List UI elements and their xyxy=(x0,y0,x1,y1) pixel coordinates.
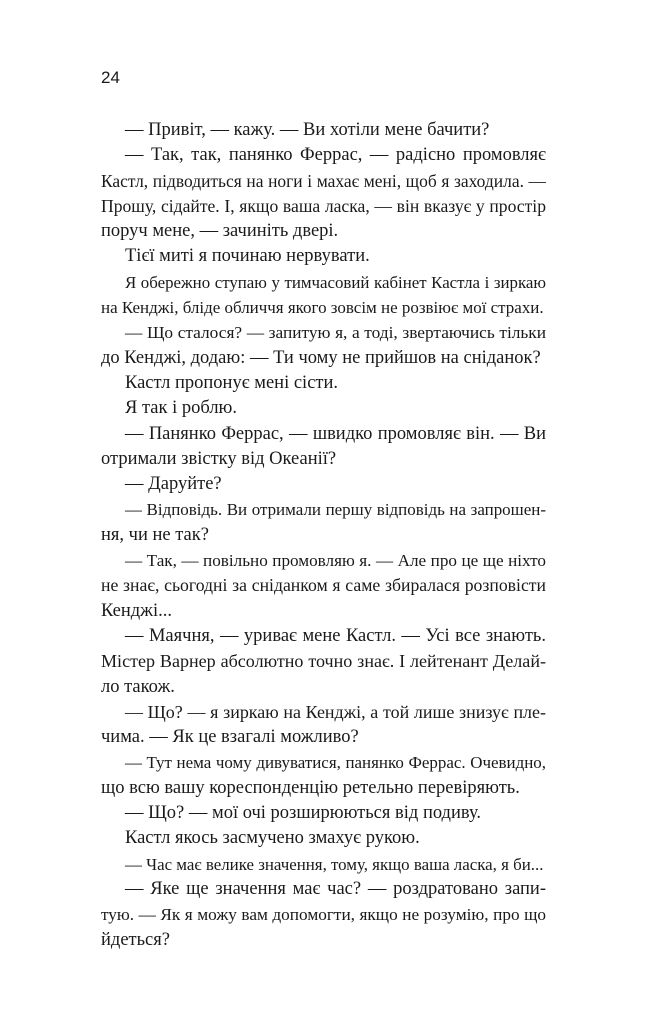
text-line: Кастл якось засмучено змахує рукою. xyxy=(125,828,420,849)
text-line: чима. — Як це взагалі можливо? xyxy=(101,727,359,748)
text-line: — Що? — я зиркаю на Кенджі, а той лише знизує пле- xyxy=(125,701,546,722)
text-line: — Відповідь. Ви отримали першу відповідь на запрошен- xyxy=(125,500,546,520)
text-line: отримали звістку від Океанії? xyxy=(101,448,337,469)
text-line: — Тут нема чому дивуватися, панянко Феррас. Очевидно, xyxy=(125,753,546,773)
text-line: Містер Варнер абсолютно точно знає. І лейтенант Делай- xyxy=(101,651,546,672)
text-line: Я обережно ступаю у тимчасовий кабінет Кастла і зиркаю xyxy=(125,272,546,292)
text-line: Кенджі... xyxy=(101,600,172,621)
text-line: ня, чи не так? xyxy=(101,524,209,545)
text-line: Кастл, підводиться на ноги і махає мені, щоб я заходила. — xyxy=(101,170,546,191)
text-line: — Час має велике значення, тому, якщо ваша ласка, я би... xyxy=(125,854,544,874)
text-line: — Яке ще значення має час? — роздратовано запи- xyxy=(125,878,546,899)
text-line: йдеться? xyxy=(101,929,170,950)
text-line: Прошу, сідайте. І, якщо ваша ласка, — він вказує у простір xyxy=(101,195,546,216)
text-line: — Панянко Феррас, — швидко промовляє він. — Ви xyxy=(125,423,546,444)
text-line: — Так, — повільно промовляю я. — Але про це ще ніхто xyxy=(125,551,546,571)
text-line: пoруч мене, — зачиніть двері. xyxy=(101,221,339,242)
text-line: що всю вашу кореспонденцію ретельно перевіряють. xyxy=(101,777,520,798)
text-line: Кастл пропонує мені сісти. xyxy=(125,372,339,393)
text-line: — Привіт, — кажу. — Ви хотіли мене бачити? xyxy=(125,120,490,140)
text-line: тую. — Як я можу вам допомогти, якщо не розумію, про що xyxy=(101,905,546,925)
text-line: Тієї миті я починаю нервувати. xyxy=(125,246,370,267)
text-line: — Даруйте? xyxy=(125,474,222,495)
text-line: — Що? — мої очі розширюються від подиву. xyxy=(125,803,481,824)
body-text xyxy=(101,118,546,953)
text-line: — Так, так, панянко Феррас, — радісно промовляє xyxy=(125,145,546,166)
text-line: — Що сталося? — запитую я, а тоді, звертаючись тільки xyxy=(125,323,546,343)
text-line: на Кенджі, бліде обличчя якого зовсім не розвіює мої страхи. xyxy=(101,298,544,318)
text-line: ло також. xyxy=(101,676,175,697)
page-number: 24 xyxy=(101,68,120,87)
text-line: до Кенджі, додаю: — Ти чому не прийшов на сніданок? xyxy=(101,347,541,368)
text-line: — Маячня, — уриває мене Кастл. — Усі все знають. xyxy=(125,625,546,646)
text-line: не знає, сьогодні за сніданком я саме збиралася розповісти xyxy=(101,575,546,596)
text-line: Я так і роблю. xyxy=(125,398,237,419)
